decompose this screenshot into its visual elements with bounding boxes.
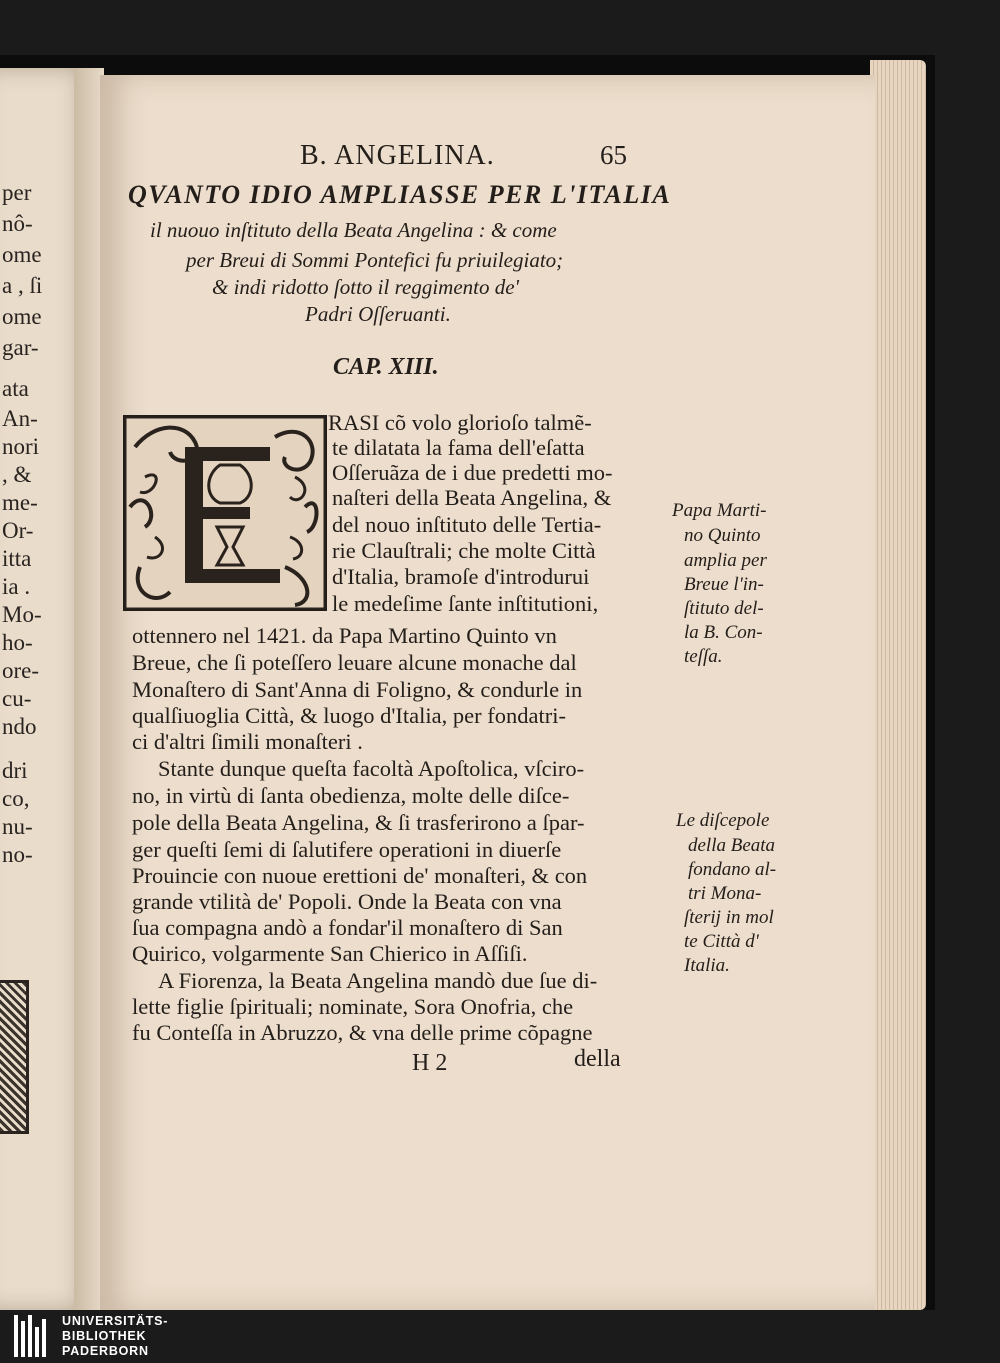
left-page-line: itta	[2, 546, 32, 571]
body-line: Breue, che ſi poteſſero leuare alcune monache dal	[132, 650, 577, 675]
body-line: te dilatata la fama dell'eſatta	[332, 435, 585, 460]
left-page-line: Or-	[2, 518, 34, 543]
signature-mark: H 2	[412, 1050, 448, 1076]
left-page-line: nori	[2, 434, 40, 459]
left-page-line: An-	[2, 406, 38, 431]
body-line: RASI cõ volo glorioſo talmẽ-	[328, 410, 592, 435]
logo-text-line: PADERBORN	[62, 1344, 149, 1358]
left-page-line: me-	[2, 490, 38, 515]
body-line: ci d'altri ſimili monaſteri .	[132, 729, 363, 754]
page-edges	[870, 60, 926, 1310]
body-line: Oſſeruãza de i due predetti mo-	[332, 460, 613, 485]
margin-note-line: ſtituto del-	[684, 598, 764, 619]
logo-text-line: BIBLIOTHEK	[62, 1329, 147, 1343]
body-line: ger queſti ſemi di ſalutifere operationi in diuerſe	[132, 837, 562, 862]
margin-note-line: la B. Con-	[684, 622, 763, 643]
left-page-line: ata	[2, 376, 29, 401]
margin-note-line: fondano al-	[688, 859, 777, 880]
margin-note-line: Le diſcepole	[676, 810, 770, 831]
body-line: fu Conteſſa in Abruzzo, & vna delle prime cõpagne	[132, 1020, 593, 1045]
body-line: d'Italia, bramoſe d'introdurui	[332, 564, 590, 589]
chapter-title-line: per Breui di Sommi Pontefici fu priuilegiato;	[186, 248, 564, 272]
running-head: B. ANGELINA.	[300, 140, 495, 171]
margin-note-line: tri Mona-	[688, 883, 762, 904]
body-line: A Fiorenza, la Beata Angelina mandò due ſue di-	[158, 968, 598, 993]
chapter-title-line: il nuouo inſtituto della Beata Angelina : & come	[150, 218, 557, 242]
left-page-line: ho-	[2, 630, 33, 655]
body-line: rie Clauſtrali; che molte Città	[332, 538, 596, 563]
body-line: le medeſime ſante inſtitutioni,	[332, 591, 599, 616]
left-page-line: a , ſi	[2, 273, 43, 298]
body-line: qualſiuoglia Città, & luogo d'Italia, per fondatri-	[132, 703, 566, 728]
left-page-line: cu-	[2, 686, 32, 711]
body-line: ottennero nel 1421. da Papa Martino Quinto vn	[132, 623, 557, 648]
catchword: della	[574, 1046, 621, 1072]
left-page-line: ndo	[2, 714, 37, 739]
margin-note-line: ſterij in mol	[684, 907, 774, 928]
left-page-line: no-	[2, 842, 33, 867]
body-line: ſua compagna andò a fondar'il monaſtero di San	[132, 915, 563, 940]
chapter-title-line: & indi ridotto ſotto il reggimento de'	[212, 275, 520, 299]
body-line: lette figlie ſpirituali; nominate, Sora Onofria, che	[132, 994, 574, 1019]
body-line: naſteri della Beata Angelina, &	[332, 485, 612, 510]
left-page-line: ia .	[2, 574, 31, 599]
left-page-line: ome	[2, 304, 42, 329]
body-line: Quirico, volgarmente San Chierico in Aſſiſi.	[132, 941, 528, 966]
body-line: Monaſtero di Sant'Anna di Foligno, & condurle in	[132, 677, 583, 702]
chapter-title-line: Padri Oſſeruanti.	[305, 302, 451, 326]
left-page-line: nu-	[2, 814, 33, 839]
margin-note-line: Italia.	[684, 955, 730, 976]
chapter-number: CAP. XIII.	[333, 354, 439, 380]
left-page-line: per	[2, 180, 32, 205]
margin-note-line: Breue l'in-	[684, 574, 764, 595]
left-page-line: gar-	[2, 335, 39, 360]
left-page-line: ome	[2, 242, 42, 267]
body-line: grande vtilità de' Popoli. Onde la Beata con vna	[132, 889, 562, 914]
body-line: pole della Beata Angelina, & ſi trasferirono a ſpar-	[132, 810, 585, 835]
body-line: del nouo inſtituto delle Tertia-	[332, 512, 602, 537]
body-line: Prouincie con nuoue erettioni de' monaſteri, & con	[132, 863, 588, 888]
margin-note-line: della Beata	[688, 835, 776, 856]
left-page-line: dri	[2, 758, 28, 783]
left-page-woodcut	[0, 980, 29, 1134]
logo-text-line: UNIVERSITÄTS-	[62, 1314, 169, 1328]
margin-note-line: te Città d'	[684, 931, 759, 952]
margin-note-line: no Quinto	[684, 525, 761, 546]
body-line: no, in virtù di ſanta obedienza, molte delle diſce-	[132, 783, 570, 808]
margin-note-line: teſſa.	[684, 646, 723, 667]
decorated-initial-e	[123, 415, 327, 611]
body-line: Stante dunque queſta facoltà Apoſtolica, vſciro-	[158, 756, 585, 781]
left-page-line: ore-	[2, 658, 40, 683]
margin-note-line: amplia per	[684, 550, 767, 571]
left-page-line: nô-	[2, 211, 33, 236]
page-number: 65	[600, 140, 627, 170]
left-page-line: co,	[2, 786, 30, 811]
margin-note-line: Papa Marti-	[672, 500, 767, 521]
chapter-title-line: QVANTO IDIO AMPLIASSE PER L'ITALIA	[128, 180, 672, 209]
left-page-line: Mo-	[2, 602, 42, 627]
left-page-line: , &	[2, 462, 32, 487]
library-logo-icon	[12, 1313, 50, 1359]
